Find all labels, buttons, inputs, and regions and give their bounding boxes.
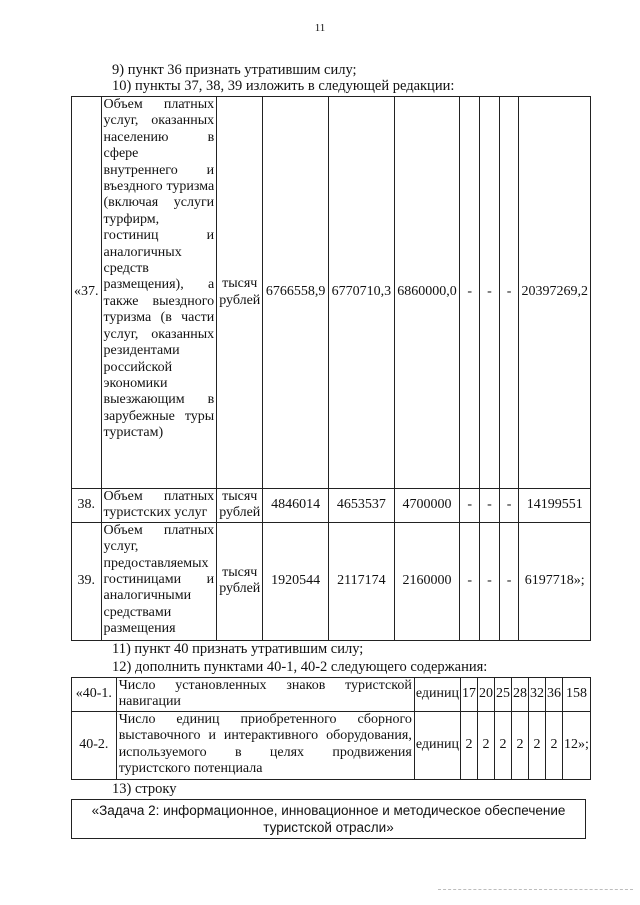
value-cell: 6766558,9 [263,97,329,489]
value-cell: 2 [477,712,494,780]
table-row [72,489,591,523]
indicator-name: Объем платных туристских услуг [101,489,217,523]
total-cell: 12»; [562,712,590,780]
task-box-line-1: «Задача 2: информационное, инновационное и методическое обеспечение [91,803,566,818]
value-cell: 17 [460,678,477,712]
value-cell: - [499,522,519,640]
value-cell: 1920544 [263,522,329,640]
indicator-name: Число установленных знаков туристской навигации [116,678,414,712]
value-cell: 28 [511,678,528,712]
total-cell: 6197718»; [519,522,591,640]
item-9-text: 9) пункт 36 признать утратившим силу; [112,62,357,78]
value-cell: - [460,522,480,640]
value-cell: - [480,489,500,523]
unit-cell: тысяч рублей [217,97,263,489]
table-row [72,522,591,640]
table-row [72,712,591,780]
indicators-table-37-39 [71,96,591,641]
value-cell: 2160000 [394,522,460,640]
row-number: 40-2. [72,712,117,780]
value-cell: - [480,97,500,489]
value-cell: 4846014 [263,489,329,523]
value-cell: 32 [528,678,545,712]
value-cell: 2 [511,712,528,780]
value-cell: 2 [460,712,477,780]
value-cell: 4653537 [329,489,395,523]
item-11-text: 11) пункт 40 признать утратившим силу; [112,641,364,657]
value-cell: 6770710,3 [329,97,395,489]
value-cell: 2 [528,712,545,780]
total-cell: 20397269,2 [519,97,591,489]
total-cell: 158 [562,678,590,712]
table-row [72,97,591,489]
unit-cell: единиц [414,678,460,712]
value-cell: 4700000 [394,489,460,523]
item-10-text: 10) пункты 37, 38, 39 изложить в следующей редакции: [112,78,455,94]
value-cell: 2 [545,712,562,780]
indicator-name: Число единиц приобретенного сборного выставочного и интерактивного оборудования, используемого в целях продвижения туристского потенциала [116,712,414,780]
indicators-table-40 [71,677,591,780]
task-box-line-2: туристской отрасли» [263,820,394,835]
item-12-text: 12) дополнить пунктами 40-1, 40-2 следующего содержания: [112,659,488,675]
row-number: «37. [72,97,102,489]
value-cell: - [460,97,480,489]
total-cell: 14199551 [519,489,591,523]
row-number: 39. [72,522,102,640]
indicator-name: Объем платных услуг, предоставляемых гостиницами и аналогичными средствами размещения [101,522,217,640]
row-number: 38. [72,489,102,523]
value-cell: 20 [477,678,494,712]
indicator-name: Объем платных услуг, оказанных населению в сфере внутреннего и въездного туризма (включая услуги турфирм, гостиниц и аналогичных средств размещения), а также выездного туризма (в части услуг, оказанных резидентами российской экономики выезжающим в зарубежные туры туристам) [101,97,217,489]
table-row [72,678,591,712]
value-cell: 6860000,0 [394,97,460,489]
page-number: 11 [314,22,326,34]
value-cell: 36 [545,678,562,712]
row-number: «40-1. [72,678,117,712]
unit-cell: единиц [414,712,460,780]
value-cell: 2 [494,712,511,780]
scan-artifact [438,889,633,894]
value-cell: 25 [494,678,511,712]
unit-cell: тысяч рублей [217,489,263,523]
value-cell: - [499,489,519,523]
unit-cell: тысяч рублей [217,522,263,640]
value-cell: 2117174 [329,522,395,640]
value-cell: - [460,489,480,523]
value-cell: - [480,522,500,640]
item-13-text: 13) строку [112,781,177,797]
value-cell: - [499,97,519,489]
task-box [71,799,586,839]
